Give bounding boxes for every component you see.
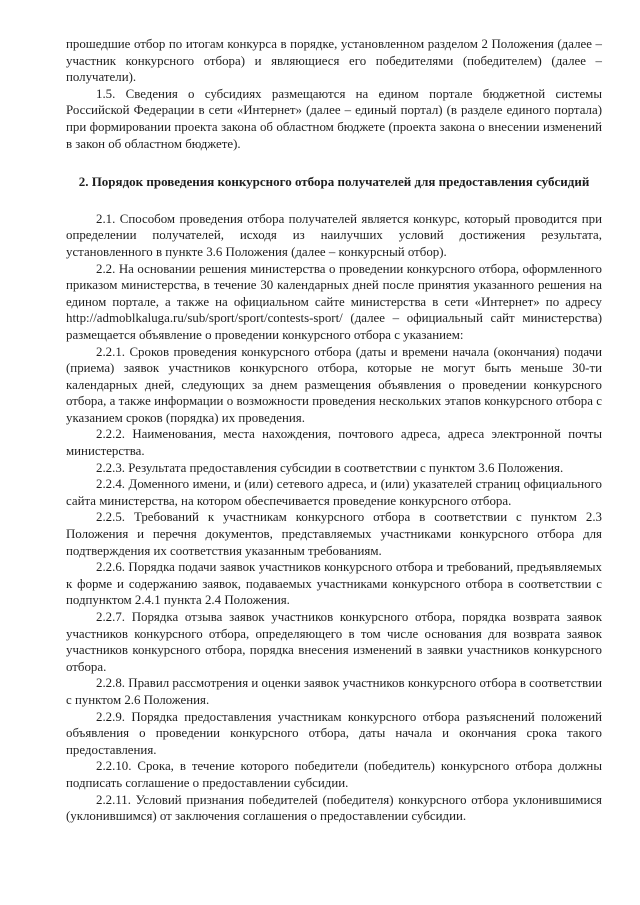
paragraph-2-2-8: 2.2.8. Правил рассмотрения и оценки заявок участников конкурсного отбора в соответствии с пунктом 2.6 Положения. — [66, 676, 602, 707]
paragraph-2-2-2: 2.2.2. Наименования, места нахождения, почтового адреса, адреса электронной почты министерства. — [66, 427, 602, 459]
paragraph-2-2-1: 2.2.1. Сроков проведения конкурсного отбора (даты и времени начала (окончания) подачи (приема) заявок участников конкурсного отбора, которые не могут быть меньше 30-ти календарных дней, следующих за днем размещения объявления о проведении конкурсного отбора, а также информации о возможности проведения нескольких этапов конкурсного отбора с указанием сроков (порядка) их проведения. — [66, 344, 602, 425]
paragraph-2-2-9: 2.2.9. Порядка предоставления участникам конкурсного отбора разъяснений положений объявления о проведении конкурсного отбора, даты начала и окончания срока такого предоставления. — [66, 709, 602, 757]
document-page — [66, 36, 602, 825]
paragraph-2-2-7: 2.2.7. Порядка отзыва заявок участников конкурсного отбора, порядка возврата заявок участников конкурсного отбора, определяющего в том числе основания для возврата заявок участников конкурсного отбора, порядка внесения изменений в заявки участников конкурсного отбора. — [66, 610, 602, 674]
paragraph-2-2: 2.2. На основании решения министерства о проведении конкурсного отбора, оформленного приказом министерства, в течение 30 календарных дней после принятия указанного решения на едином портале, а также на официальном сайте министерства в сети «Интернет» по адресу http://admoblkaluga.ru/sub/sport/sport/contests-sport/ (далее – официальный сайт министерства) размещается объявление о проведении конкурсного отбора с указанием: — [66, 261, 602, 342]
paragraph-2-2-6: 2.2.6. Порядка подачи заявок участников конкурсного отбора и требований, предъявляемых к форме и содержанию заявок, подаваемых участниками конкурсного отбора в соответствии с подпунктом 2.4.1 пункта 2.4 Положения. — [66, 560, 602, 608]
paragraph-2-2-3: 2.2.3. Результата предоставления субсидии в соответствии с пунктом 3.6 Положения. — [96, 460, 564, 475]
paragraph-2-1: 2.1. Способом проведения отбора получателей является конкурс, который проводится при определении получателей, исходя из наилучших условий достижения результата, установленного в пункте 3.6 Положения (далее – конкурсный отбор). — [66, 211, 602, 259]
paragraph-2-2-5: 2.2.5. Требований к участникам конкурсного отбора в соответствии с пунктом 2.3 Положения и перечня документов, представляемых участниками конкурсного отбора для подтверждения их соответствия указанным требованиям. — [66, 510, 602, 558]
intro-paragraph-2: 1.5. Сведения о субсидиях размещаются на едином портале бюджетной системы Российской Федерации в сети «Интернет» (далее – единый портал) (в разделе единого портала) при формировании проекта закона об областном бюджете (проекта закона о внесении изменений в закон об областном бюджете). — [66, 86, 602, 151]
paragraph-2-2-4: 2.2.4. Доменного имени, и (или) сетевого адреса, и (или) указателей страниц официального сайта министерства, на котором обеспечивается проведение конкурсного отбора. — [66, 477, 602, 508]
intro-paragraph-1: прошедшие отбор по итогам конкурса в порядке, установленном разделом 2 Положения (далее – участник конкурсного отбора) и являющиеся его победителями (победителем) (далее – получатели). — [66, 37, 602, 85]
section-heading: 2. Порядок проведения конкурсного отбора получателей для предоставления субсидий — [78, 174, 590, 190]
paragraph-2-2-11: 2.2.11. Условий признания победителей (победителя) конкурсного отбора уклонившимися (уклонившимся) от заключения соглашения о предоставлении субсидии. — [66, 792, 602, 824]
paragraph-2-2-10: 2.2.10. Срока, в течение которого победители (победитель) конкурсного отбора должны подписать соглашение о предоставлении субсидии. — [66, 759, 602, 790]
